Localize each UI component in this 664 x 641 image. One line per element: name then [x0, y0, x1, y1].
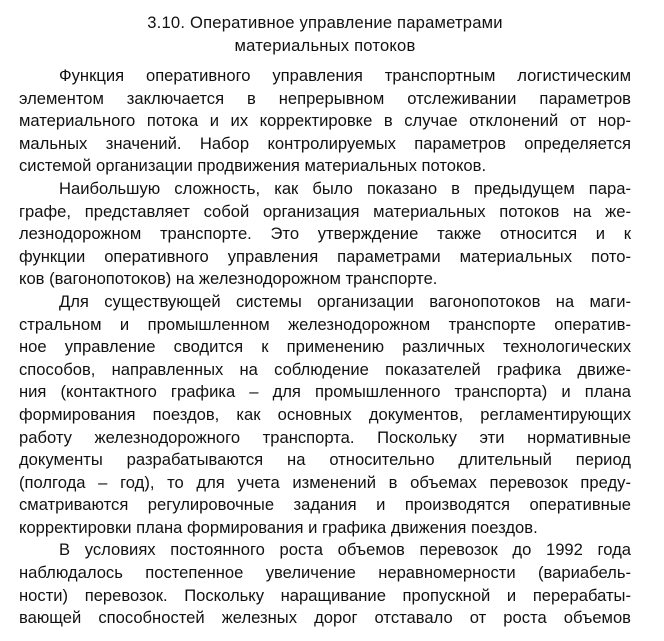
document-page	[19, 11, 631, 630]
section-heading	[19, 11, 631, 57]
text-line: элементом заключается в непрерывном отслеживании параметров	[19, 88, 631, 108]
section-heading-line-2: материальных потоков	[234, 36, 416, 55]
paragraph-3	[19, 291, 631, 540]
text-line: В условиях постоянного роста объемов перевозок до 1992 года	[59, 540, 631, 560]
text-line: Функция оперативного управления транспортным логистическим	[59, 66, 631, 85]
text-line: графе, представляет собой организация материальных потоков на же-	[19, 201, 631, 221]
text-line: ное управление сводится к применению различных технологических	[19, 337, 631, 357]
text-line: ности) перевозок. Поскольку наращивание пропускной и перерабаты-	[19, 585, 631, 605]
text-line: наблюдалось постепенное увеличение неравномерности (вариабель-	[19, 563, 631, 583]
text-line: лезнодорожном транспорте. Это утверждение также относится и к	[19, 224, 631, 244]
text-line: работу железнодорожного транспорта. Поскольку эти нормативные	[19, 427, 631, 447]
text-line: мальных значений. Набор контролируемых параметров определяется	[19, 133, 631, 153]
text-line: формирования поездов, как основных документов, регламентирующих	[19, 404, 631, 424]
text-line: материального потока и их корректировке в случае отклонений от нор-	[19, 111, 631, 131]
text-line: ния (контактного графика – для промышленного транспорта) и плана	[19, 382, 631, 402]
text-line: стральном и промышленном железнодорожном транспорте оператив-	[19, 314, 631, 334]
text-line: сматриваются регулировочные задания и производятся оперативные	[19, 495, 631, 515]
text-line: системой организации продвижения материальных потоков.	[19, 156, 487, 176]
paragraph-4	[19, 539, 631, 629]
paragraph-2	[19, 178, 631, 291]
text-line: способов, направленных на соблюдение показателей графика движе-	[19, 359, 631, 379]
text-line: функции оперативного управления параметрами материальных пото-	[19, 246, 631, 266]
text-line: (полгода – год), то для учета изменений в объемах перевозок преду-	[19, 472, 631, 492]
body-text	[19, 65, 631, 630]
text-line: Для существующей системы организации вагонопотоков на маги-	[59, 291, 631, 311]
text-line: Наибольшую сложность, как было показано в предыдущем пара-	[59, 178, 631, 198]
text-line: документы разрабатываются на относительно длительный период	[19, 450, 631, 470]
paragraph-1	[19, 65, 631, 178]
text-line: ков (вагонопотоков) на железнодорожном транспорте.	[19, 269, 438, 289]
section-heading-line-1: 3.10. Оперативное управление параметрами	[147, 13, 503, 32]
text-line: вающей способностей железных дорог отставало от роста объемов	[19, 608, 631, 628]
text-line: корректировки плана формирования и графика движения поездов.	[19, 517, 538, 537]
